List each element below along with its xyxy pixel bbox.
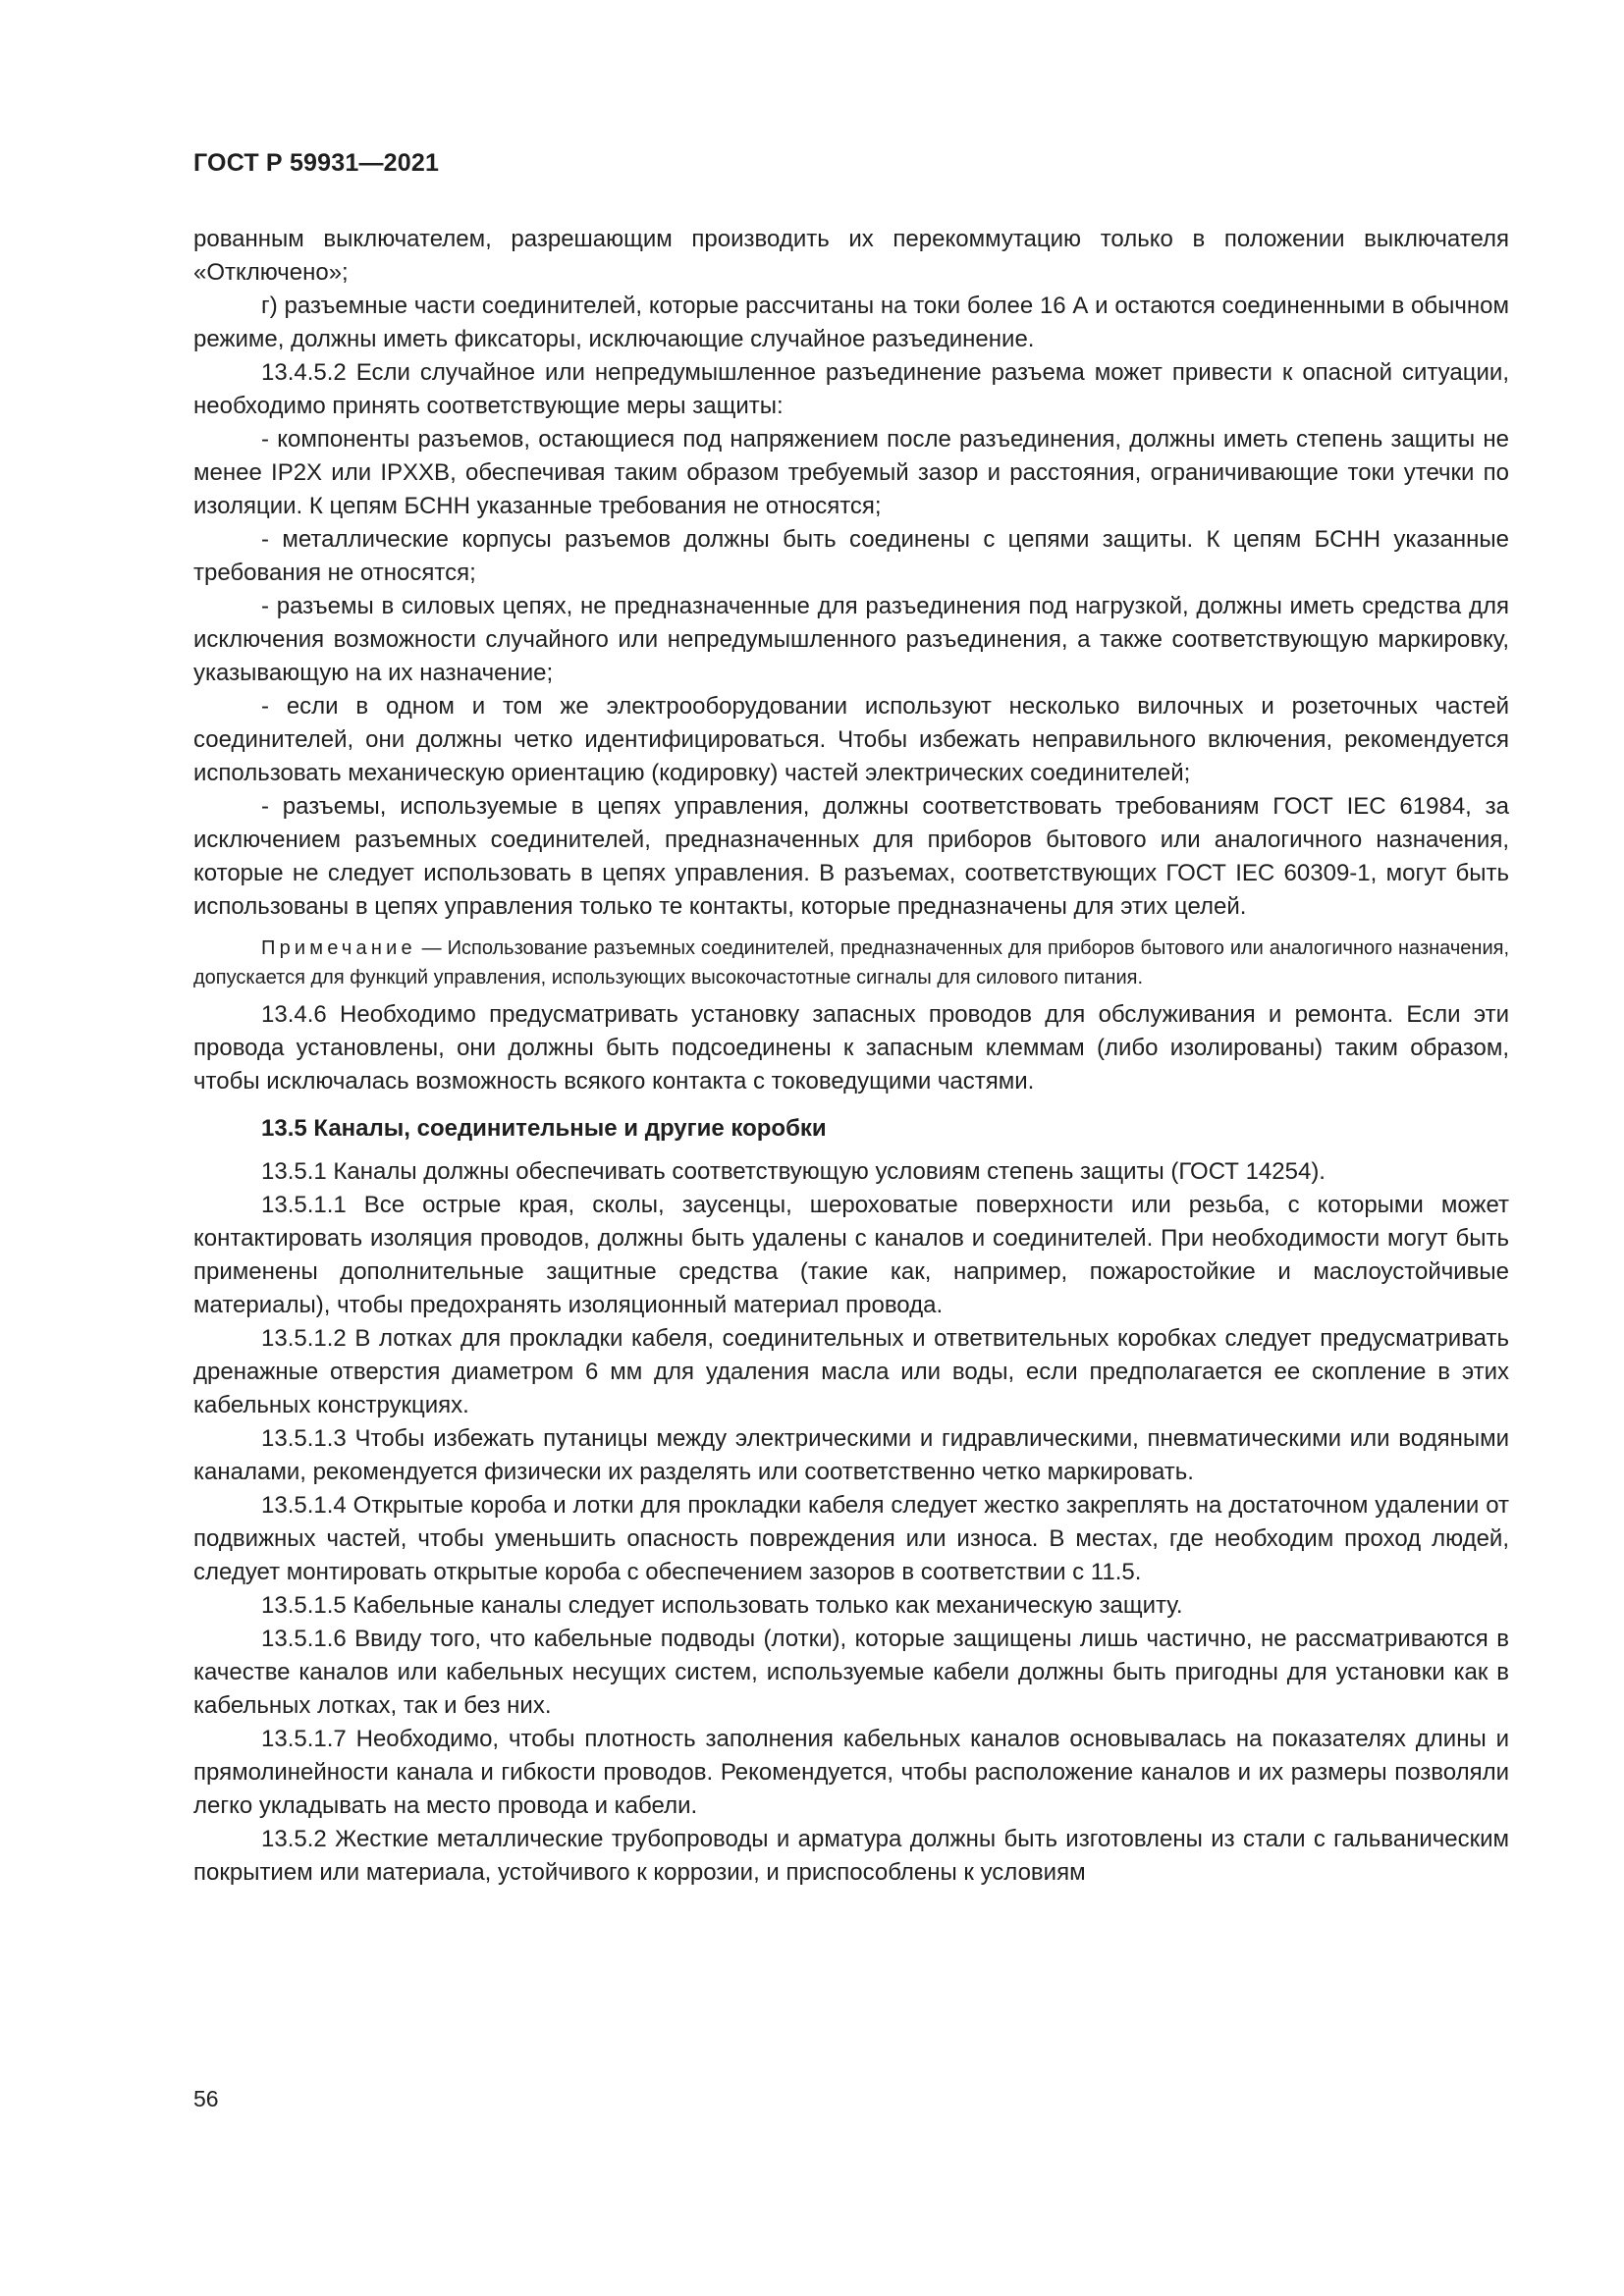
paragraph-13-4-5-2: 13.4.5.2 Если случайное или непредумышленное разъединение разъема может привести к опасной ситуации, необходимо принять соответствующие меры защиты: [193,359,1509,419]
list-item-metal-housings: - металлические корпусы разъемов должны быть соединены с цепями защиты. К цепям БСНН указанные требования не относятся; [193,526,1509,586]
list-item-power-circuits: - разъемы в силовых цепях, не предназначенные для разъединения под нагрузкой, должны иметь средства для исключения возможности случайного или непредумышленного разъединения, а также соответствующую маркировку, указывающую на их назначение; [193,593,1509,686]
note [193,934,1509,992]
paragraph-13-5-1: 13.5.1 Каналы должны обеспечивать соответствующую условиям степень защиты (ГОСТ 14254). [261,1158,1326,1185]
paragraph-13-5-1-5: 13.5.1.5 Кабельные каналы следует использовать только как механическую защиту. [261,1592,1183,1619]
list-item-identification: - если в одном и том же электрооборудовании используют несколько вилочных и розеточных частей соединителей, они должны четко идентифицироваться. Чтобы избежать неправильного включения, рекомендуется использовать механическую ориентацию (кодировку) частей электрических соединителей; [193,693,1509,786]
paragraph-13-5-1-4: 13.5.1.4 Открытые короба и лотки для прокладки кабеля следует жестко закреплять на достаточном удалении от подвижных частей, чтобы уменьшить опасность повреждения или износа. В местах, где необходим проход людей, следует монтировать открытые короба с обеспечением зазоров в соответствии с 11.5. [193,1492,1509,1585]
section-heading-13-5: 13.5 Каналы, соединительные и другие коробки [261,1115,827,1142]
paragraph-13-5-1-3: 13.5.1.3 Чтобы избежать путаницы между электрическими и гидравлическими, пневматическими или водяными каналами, рекомендуется физически их разделять или соответственно четко маркировать. [193,1425,1509,1485]
page-body [193,223,1509,1890]
paragraph-13-5-1-6: 13.5.1.6 Ввиду того, что кабельные подводы (лотки), которые защищены лишь частично, не рассматриваются в качестве каналов или кабельных несущих систем, используемые кабели должны быть пригодны для установки как в кабельных лотках, так и без них. [193,1626,1509,1719]
standard-header: ГОСТ Р 59931—2021 [193,149,440,177]
paragraph-13-5-1-1: 13.5.1.1 Все острые края, сколы, заусенцы, шероховатые поверхности или резьба, с которыми может контактировать изоляция проводов, должны быть удалены с каналов и соединителей. При необходимости могут быть применены дополнительные защитные средства (такие как, например, пожаростойкие и маслоустойчивые материалы), чтобы предохранять изоляционный материал провода. [193,1192,1509,1318]
paragraph-13-5-1-7: 13.5.1.7 Необходимо, чтобы плотность заполнения кабельных каналов основывалась на показателях длины и прямолинейности канала и гибкости проводов. Рекомендуется, чтобы расположение каналов и их размеры позволяли легко укладывать на место провода и кабели. [193,1726,1509,1819]
paragraph-item-g: г) разъемные части соединителей, которые рассчитаны на токи более 16 А и остаются соединенными в обычном режиме, должны иметь фиксаторы, исключающие случайное разъединение. [193,293,1509,352]
paragraph-13-5-2: 13.5.2 Жесткие металлические трубопроводы и арматура должны быть изготовлены из стали с гальваническим покрытием или материала, устойчивого к коррозии, и приспособлены к условиям [193,1826,1509,1886]
paragraph-continuation: рованным выключателем, разрешающим производить их перекоммутацию только в положении выключателя «Отключено»; [193,226,1509,286]
note-label: Примечание [261,937,416,959]
paragraph-13-4-6: 13.4.6 Необходимо предусматривать установку запасных проводов для обслуживания и ремонта. Если эти провода установлены, они должны быть подсоединены к запасным клеммам (либо изолированы) таким образом, чтобы исключалась возможность всякого контакта с токоведущими частями. [193,1001,1509,1095]
page-number: 56 [193,2086,219,2111]
list-item-ip2x: - компоненты разъемов, остающиеся под напряжением после разъединения, должны иметь степень защиты не менее IP2X или IPXXB, обеспечивая таким образом требуемый зазор и расстояния, ограничивающие токи утечки по изоляции. К цепям БСНН указанные требования не относятся; [193,426,1509,519]
paragraph-13-5-1-2: 13.5.1.2 В лотках для прокладки кабеля, соединительных и ответвительных коробках следует предусматривать дренажные отверстия диаметром 6 мм для удаления масла или воды, если предполагается ее скопление в этих кабельных конструкциях. [193,1325,1509,1418]
note-text: — Использование разъемных соединителей, предназначенных для приборов бытового или аналогичного назначения, допускается для функций управления, использующих высокочастотные сигналы для силового питания. [193,937,1509,988]
list-item-control-circuits: - разъемы, используемые в цепях управления, должны соответствовать требованиям ГОСТ IEC 61984, за исключением разъемных соединителей, предназначенных для приборов бытового или аналогичного назначения, которые не следует использовать в цепях управления. В разъемах, соответствующих ГОСТ IEC 60309-1, могут быть использованы в цепях управления только те контакты, которые предназначены для этих целей. [193,793,1509,920]
